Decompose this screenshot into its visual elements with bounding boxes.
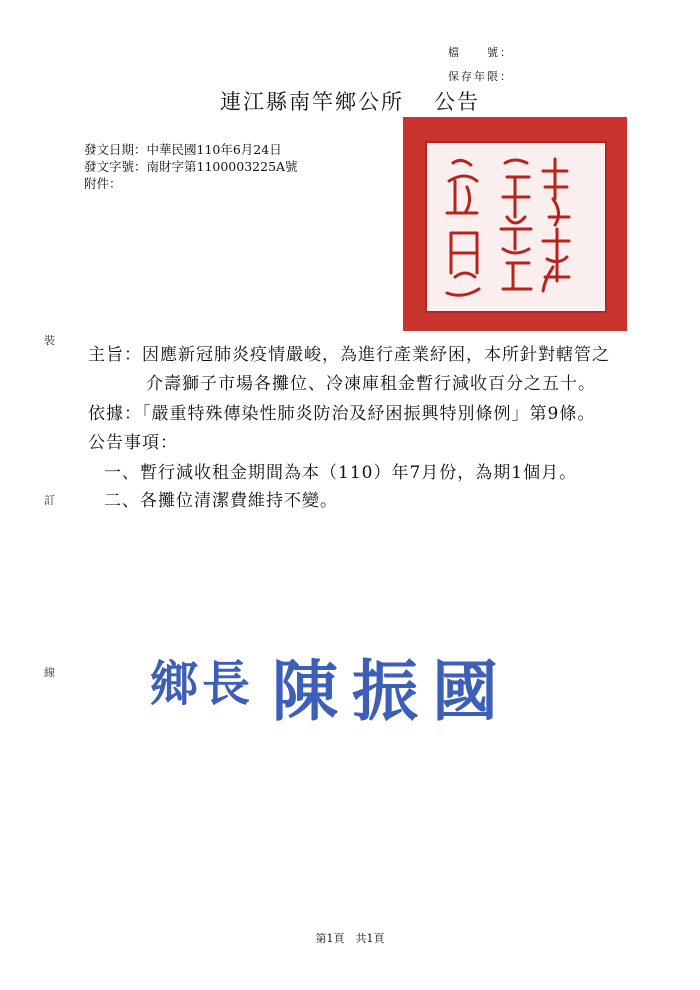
signature-name-char: 陳: [272, 652, 339, 730]
document-title: [0, 86, 700, 116]
issuing-office: 連江縣南竿鄉公所: [220, 90, 404, 114]
signature-title-char: 長: [202, 656, 251, 712]
signature-name-char: 國: [432, 652, 499, 730]
announcement-item-1: 一、暫行減收租金期間為本（110）年7月份，為期1個月。: [104, 463, 578, 483]
binding-mark-bind: 裝: [44, 334, 55, 347]
binding-mark-staple: 訂: [44, 494, 55, 507]
retention-period-label: 保存年限：: [448, 70, 513, 83]
official-seal: [403, 117, 627, 331]
binding-mark-line: 線: [44, 666, 55, 679]
issue-date: 發文日期：中華民國110年6月24日: [84, 142, 282, 157]
signature-title-char: 鄉: [150, 656, 199, 712]
items-heading: 公告事項：: [88, 433, 178, 453]
subject-line-2: 介壽獅子市場各攤位、冷凍庫租金暫行減收百分之五十。: [146, 374, 596, 394]
seal-script-strokes: [403, 117, 627, 331]
subject-line-1: 主旨：因應新冠肺炎疫情嚴峻，為進行產業紓困，本所針對轄管之: [88, 345, 610, 365]
document-type: 公告: [434, 90, 480, 114]
announcement-item-2: 二、各攤位清潔費維持不變。: [104, 491, 338, 511]
document-number: 發文字號：南財字第1100003225A號: [84, 159, 298, 174]
archive-number-label: 檔 號：: [448, 46, 513, 59]
mayor-signature-stamp: [150, 638, 580, 728]
attachment-label: 附件：: [84, 176, 122, 191]
signature-name-char: 振: [352, 652, 419, 730]
page-footer: 第1頁 共1頁: [315, 932, 385, 945]
legal-basis: 依據：「嚴重特殊傳染性肺炎防治及紓困振興特別條例」第9條。: [88, 404, 596, 424]
